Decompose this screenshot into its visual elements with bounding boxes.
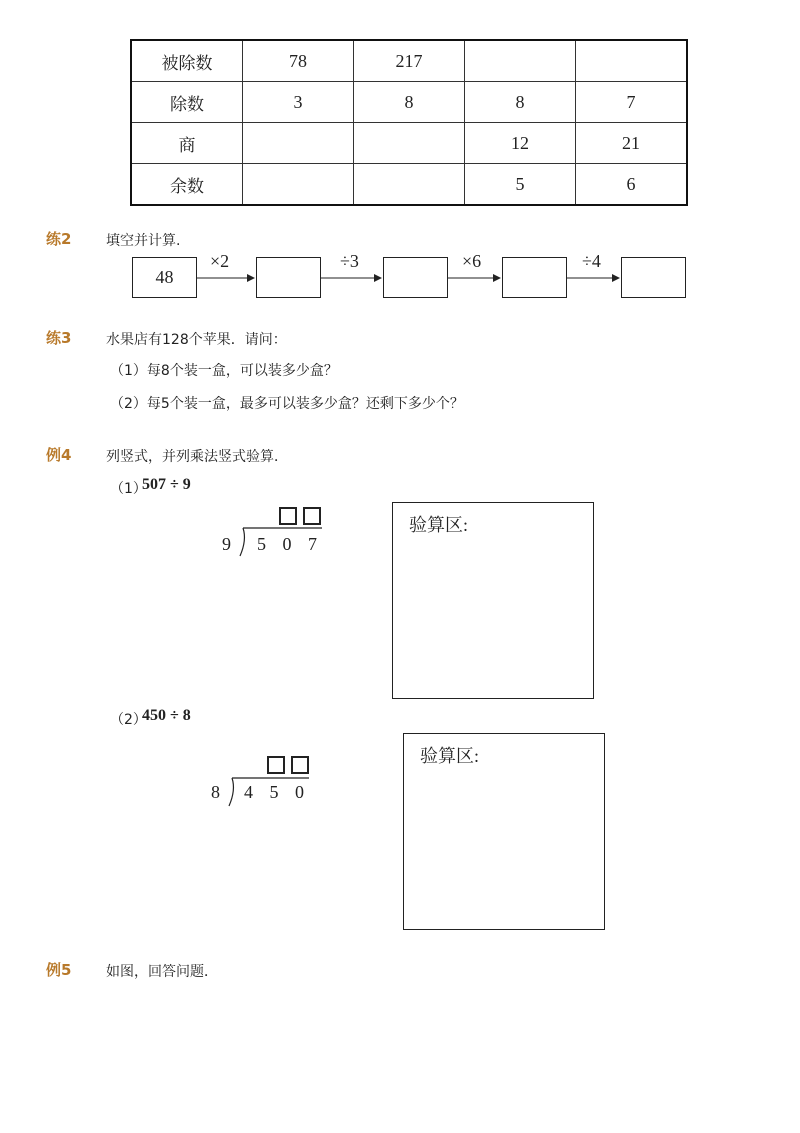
table-cell: 3 [243,82,354,123]
ex5-text: 如图，回答问题． [106,964,218,980]
ex4-part1-label: （1） [110,481,147,497]
ex4-part1-expr: 507 ÷ 9 [142,476,191,493]
flow-start-box: 48 [132,257,197,298]
q3-tag: 练3 [46,329,72,347]
ex4-part2-expr: 450 ÷ 8 [142,707,191,724]
flow-arrows [0,0,800,320]
divisor-1: 9 [222,534,237,554]
check-area-1-title: 验算区: [409,515,469,535]
quotient-box-2a[interactable] [267,756,285,774]
flow-op-3: ×6 [462,251,482,271]
ex4-tag: 例4 [46,446,72,464]
q3-sub2: （2）每5个装一盒，最多可以装多少盒？还剩下多少个？ [110,396,464,412]
quotient-box-2b[interactable] [291,756,309,774]
check-area-2-title: 验算区: [420,746,480,766]
table-cell: 5 [465,164,576,206]
flow-op-2: ÷3 [340,251,359,271]
check-area-2[interactable] [403,733,605,930]
q2-tag: 练2 [46,230,72,248]
table-cell: 217 [354,40,465,82]
table-cell: 21 [576,123,688,164]
divisor-2: 8 [211,782,226,802]
quotient-box-1a[interactable] [279,507,297,525]
dividend-1: 5 0 7 [257,534,323,554]
table-cell: 12 [465,123,576,164]
ex4-part2-label: （2） [110,712,147,728]
flow-op-4: ÷4 [582,251,601,271]
table-cell: 8 [354,82,465,123]
check-area-1[interactable] [392,502,594,699]
table-cell: 8 [465,82,576,123]
q3-text: 水果店有128个苹果．请问： [106,332,287,348]
row-label: 商 [131,123,243,164]
row-label: 除数 [131,82,243,123]
ex4-text: 列竖式，并列乘法竖式验算． [106,449,288,465]
flow-op-1: ×2 [210,251,230,271]
dividend-2: 4 5 0 [244,782,310,802]
q3-sub1: （1）每8个装一盒，可以装多少盒？ [110,363,338,379]
table-cell: 6 [576,164,688,206]
q2-text: 填空并计算. [106,233,181,249]
quotient-box-1b[interactable] [303,507,321,525]
row-label: 被除数 [131,40,243,82]
ex5-tag: 例5 [46,961,72,979]
row-label: 余数 [131,164,243,206]
table-cell: 7 [576,82,688,123]
table-cell: 78 [243,40,354,82]
